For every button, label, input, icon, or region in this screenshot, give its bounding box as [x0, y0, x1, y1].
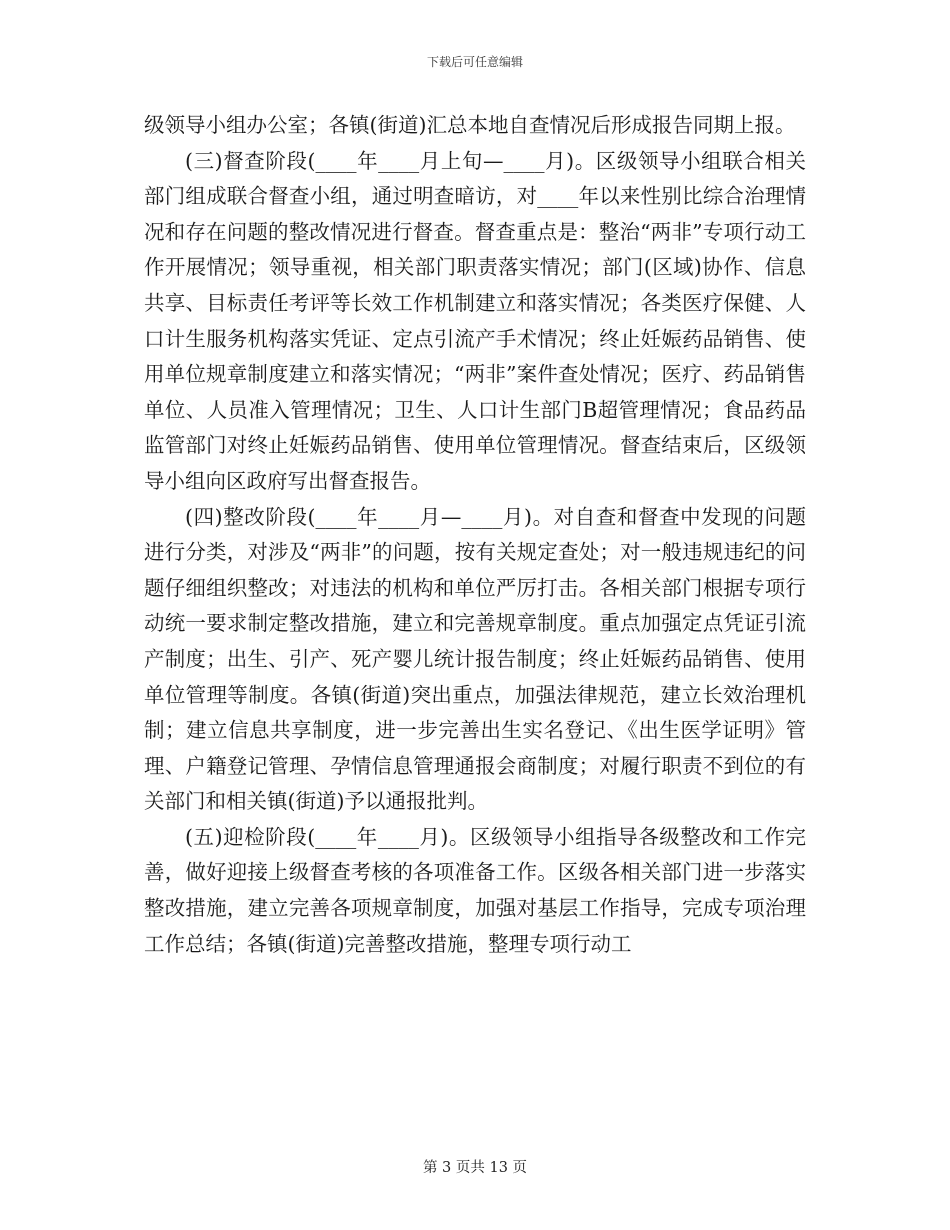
paragraph-continuation: 级领导小组办公室；各镇(街道)汇总本地自查情况后形成报告同期上报。 — [144, 113, 796, 137]
paragraph-rectification-stage: (四)整改阶段(____年____月—____月)。对自查和督查中发现的问题进行分类，对涉及“两非”的问题，按有关规定查处；对一般违规违纪的问题仔细组织整改；对违法的机构和单位严厉打击。各相关部门根据专项行动统一要求制定整改措施，建立和完善规章制度。重点加强定点凭证引流产制度；出生、引产、死产婴儿统计报告制度；终止妊娠药品销售、使用单位管理等制度。各镇(街道)突出重点，加强法律规范，建立长效治理机制；建立信息共享制度，进一步完善出生实名登记、《出生医学证明》管理、户籍登记管理、孕情信息管理通报会商制度；对履行职责不到位的有关部门和相关镇(街道)予以通报批判。 — [144, 504, 806, 814]
paragraph-inspection-stage: (五)迎检阶段(____年____月)。区级领导小组指导各级整改和工作完善，做好迎接上级督查考核的各项准备工作。区级各相关部门进一步落实整改措施，建立完善各项规章制度，加强对基层工作指导，完成专项治理工作总结；各镇(街道)完善整改措施，整理专项行动工 — [144, 824, 806, 956]
page-number: 第 3 页共 13 页 — [422, 1160, 528, 1176]
page-header: 下载后可任意编辑 — [426, 55, 523, 69]
document-body — [144, 108, 806, 962]
paragraph-supervision-stage: (三)督查阶段(____年____月上旬—____月)。区级领导小组联合相关部门组成联合督查小组，通过明查暗访，对____年以来性别比综合治理情况和存在问题的整改情况进行督查。督查重点是：整治“两非”专项行动工作开展情况；领导重视，相关部门职责落实情况；部门(区域)协作、信息共享、目标责任考评等长效工作机制建立和落实情况；各类医疗保健、人口计生服务机构落实凭证、定点引流产手术情况；终止妊娠药品销售、使用单位规章制度建立和落实情况；“两非”案件查处情况；医疗、药品销售单位、人员准入管理情况；卫生、人口计生部门B超管理情况；食品药品监管部门对终止妊娠药品销售、使用单位管理情况。督查结束后，区级领导小组向区政府写出督查报告。 — [144, 148, 806, 493]
